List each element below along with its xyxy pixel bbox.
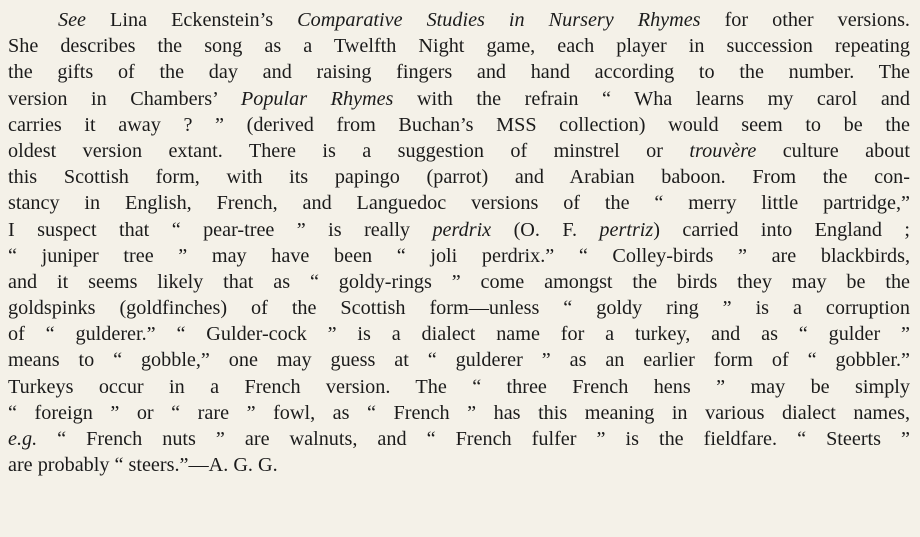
text-segment: Popular Rhymes [240, 87, 394, 110]
text-segment: the gifts of the day and raising fingers and hand according to the number. The [8, 61, 910, 84]
text-line [8, 164, 910, 190]
text-segment: trouvère [689, 139, 757, 162]
text-segment: I suspect that “ pear-tree ” is really [8, 218, 433, 241]
text-segment: perdrix [432, 218, 492, 241]
text-line [8, 452, 910, 478]
text-segment: for other versions. [700, 9, 910, 31]
text-segment: with the refrain “ Wha learns my carol and [393, 87, 910, 110]
text-line [8, 426, 910, 452]
text-line [8, 138, 910, 164]
text-segment: She describes the song as a Twelfth Night game, each player in succession repeating [8, 35, 910, 58]
text-segment: and it seems likely that as “ goldy-rings ” come amongst the birds they may be the [8, 270, 910, 293]
text-line [8, 295, 910, 321]
text-segment: culture about [756, 139, 910, 162]
text-segment: pertriz [599, 218, 654, 241]
text-line [8, 59, 910, 85]
note-paragraph [8, 7, 910, 478]
text-segment: “ juniper tree ” may have been “ joli perdrix.” “ Colley-birds ” are blackbirds, [8, 244, 910, 267]
text-segment: version in Chambers’ [8, 87, 241, 110]
text-segment: ) carried into England ; [653, 218, 910, 241]
text-line [8, 112, 910, 138]
text-segment: means to “ gobble,” one may guess at “ gulderer ” as an earlier form of “ gobbler.” [8, 349, 910, 372]
text-segment: carries it away ? ” (derived from Buchan’s MSS collection) would seem to be the [8, 113, 910, 136]
text-segment: See [58, 9, 87, 31]
text-segment: Comparative Studies in Nursery Rhymes [297, 9, 701, 31]
text-segment: Lina Eckenstein’s [86, 9, 298, 31]
text-segment: stancy in English, French, and Languedoc versions of the “ merry little partridge,” [8, 192, 910, 215]
text-segment: “ French nuts ” are walnuts, and “ French fulfer ” is the fieldfare. “ Steerts ” [37, 428, 910, 450]
text-segment: e.g. [8, 428, 38, 450]
text-line [8, 243, 910, 269]
text-segment: goldspinks (goldfinches) of the Scottish form—unless “ goldy ring ” is a corruption [8, 297, 910, 320]
text-line [8, 374, 910, 400]
text-line [8, 217, 910, 243]
text-line [8, 321, 910, 347]
text-line [8, 33, 910, 59]
text-segment: of “ gulderer.” “ Gulder-cock ” is a dialect name for a turkey, and as “ gulder ” [8, 323, 910, 346]
text-segment: “ foreign ” or “ rare ” fowl, as “ French ” has this meaning in various dialect names, [8, 401, 910, 424]
text-line [8, 86, 910, 112]
text-segment: this Scottish form, with its papingo (parrot) and Arabian baboon. From the con- [8, 166, 910, 189]
text-segment: (O. F. [491, 218, 600, 241]
text-segment: Turkeys occur in a French version. The “ three French hens ” may be simply [8, 375, 910, 398]
text-segment: oldest version extant. There is a suggestion of minstrel or [8, 139, 690, 162]
text-line [8, 190, 910, 216]
text-line [8, 400, 910, 426]
text-line [8, 269, 910, 295]
text-segment: are probably “ steers.”—A. G. G. [8, 454, 278, 477]
text-line [8, 7, 910, 33]
text-line [8, 347, 910, 373]
